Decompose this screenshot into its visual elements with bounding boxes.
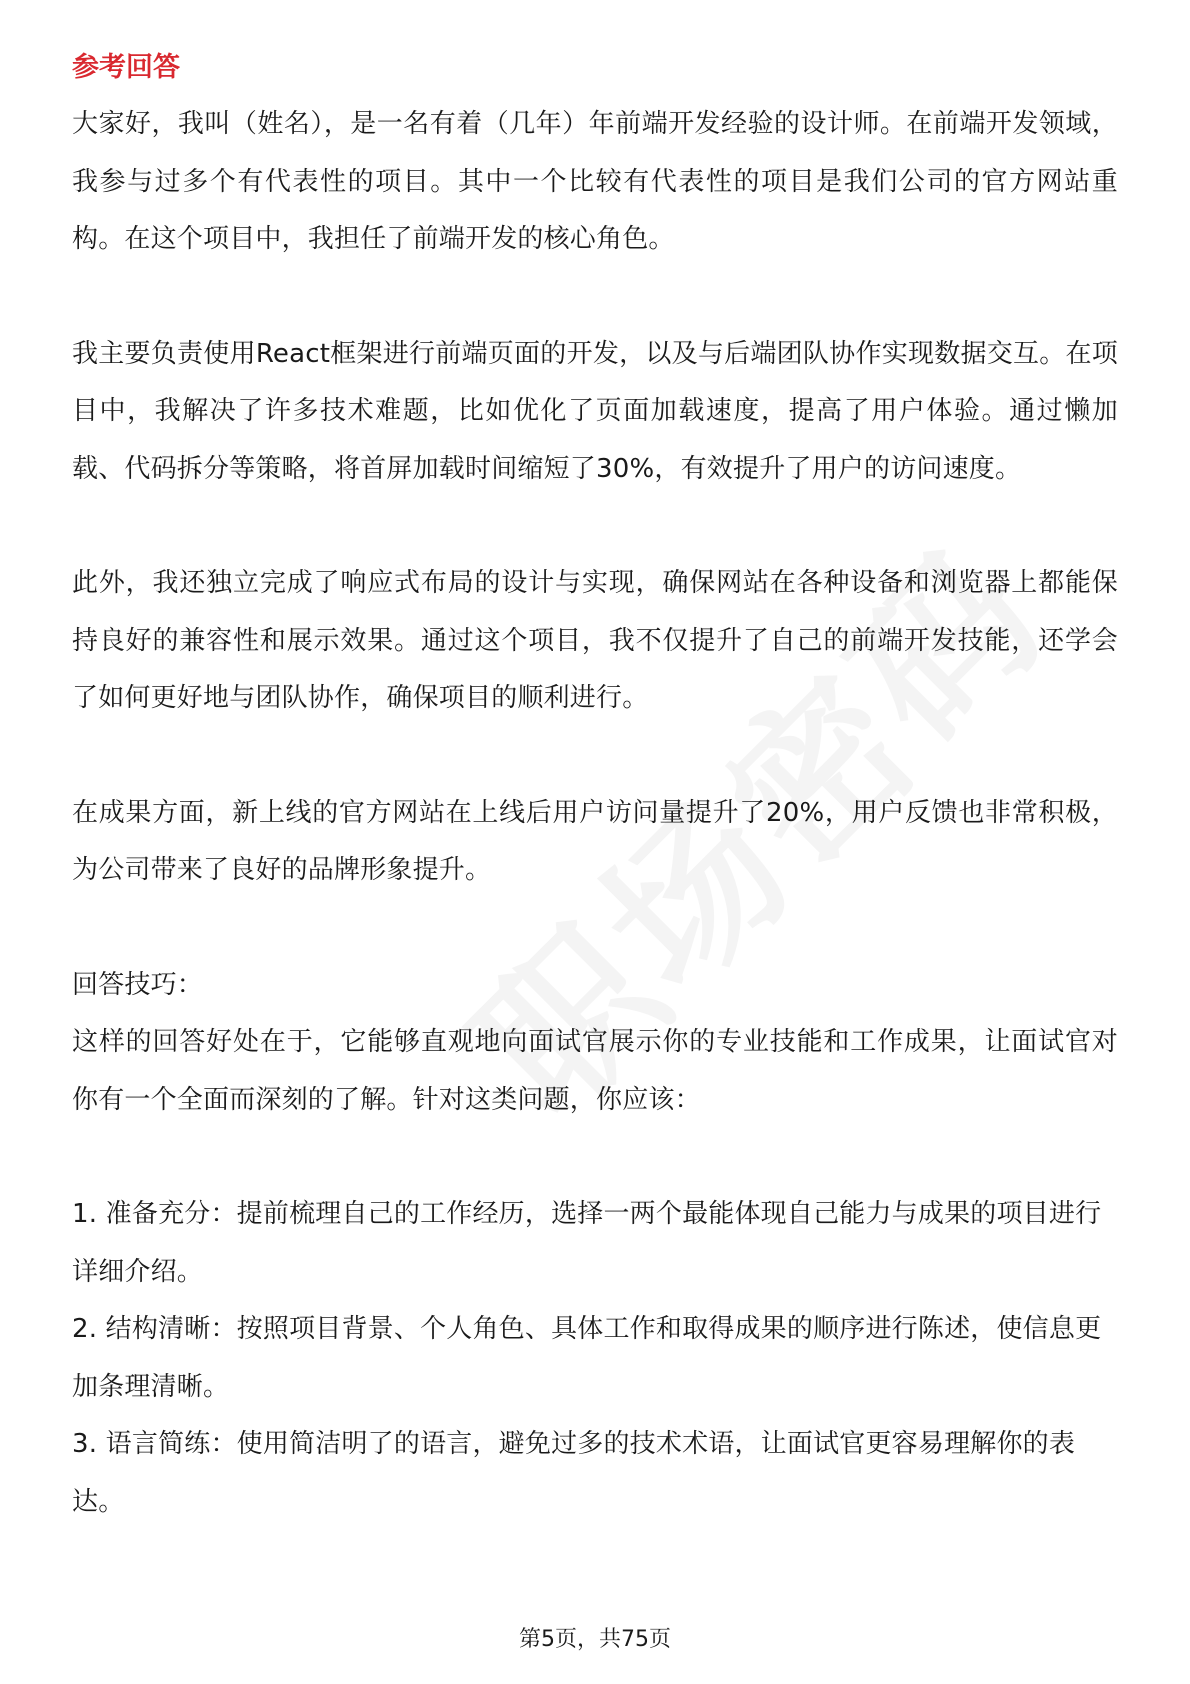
- document-content: [72, 48, 1118, 1531]
- tip-item-3: 3. 语言简练：使用简洁明了的语言，避免过多的技术术语，让面试官更容易理解你的表达。: [72, 1429, 1076, 1517]
- paragraph-responsibility: 我主要负责使用React框架进行前端页面的开发，以及与后端团队协作实现数据交互。在项目中，我解决了许多技术难题，比如优化了页面加载速度，提高了用户体验。通过懒加载、代码拆分等策略，将首屏加载时间缩短了30%，有效提升了用户的访问速度。: [72, 338, 1118, 484]
- page-indicator: 第5页，共75页: [519, 1627, 671, 1652]
- paragraph-gap: [72, 498, 1118, 555]
- tip-item-1: 1. 准备充分：提前梳理自己的工作经历，选择一两个最能体现自己能力与成果的项目进行详细介绍。: [72, 1199, 1102, 1287]
- paragraph-gap: [72, 900, 1118, 957]
- paragraph-responsive: 此外，我还独立完成了响应式布局的设计与实现，确保网站在各种设备和浏览器上都能保持良好的兼容性和展示效果。通过这个项目，我不仅提升了自己的前端开发技能，还学会了如何更好地与团队协作，确保项目的顺利进行。: [72, 568, 1118, 713]
- section-heading: 参考回答: [72, 52, 180, 83]
- paragraph-gap: [72, 269, 1118, 326]
- paragraph-results: 在成果方面，新上线的官方网站在上线后用户访问量提升了20%，用户反馈也非常积极，为公司带来了良好的品牌形象提升。: [72, 797, 1118, 885]
- tip-item-2: 2. 结构清晰：按照项目背景、个人角色、具体工作和取得成果的顺序进行陈述，使信息更加条理清晰。: [72, 1314, 1102, 1402]
- tips-intro: 这样的回答好处在于，它能够直观地向面试官展示你的专业技能和工作成果，让面试官对你有一个全面而深刻的了解。针对这类问题，你应该：: [72, 1027, 1118, 1115]
- paragraph-gap: [72, 728, 1118, 785]
- paragraph-intro: 大家好，我叫（姓名），是一名有着（几年）年前端开发经验的设计师。在前端开发领域，我参与过多个有代表性的项目。其中一个比较有代表性的项目是我们公司的官方网站重构。在这个项目中，我担任了前端开发的核心角色。: [72, 109, 1118, 254]
- paragraph-gap: [72, 1129, 1118, 1186]
- tips-title: 回答技巧：: [72, 969, 204, 1000]
